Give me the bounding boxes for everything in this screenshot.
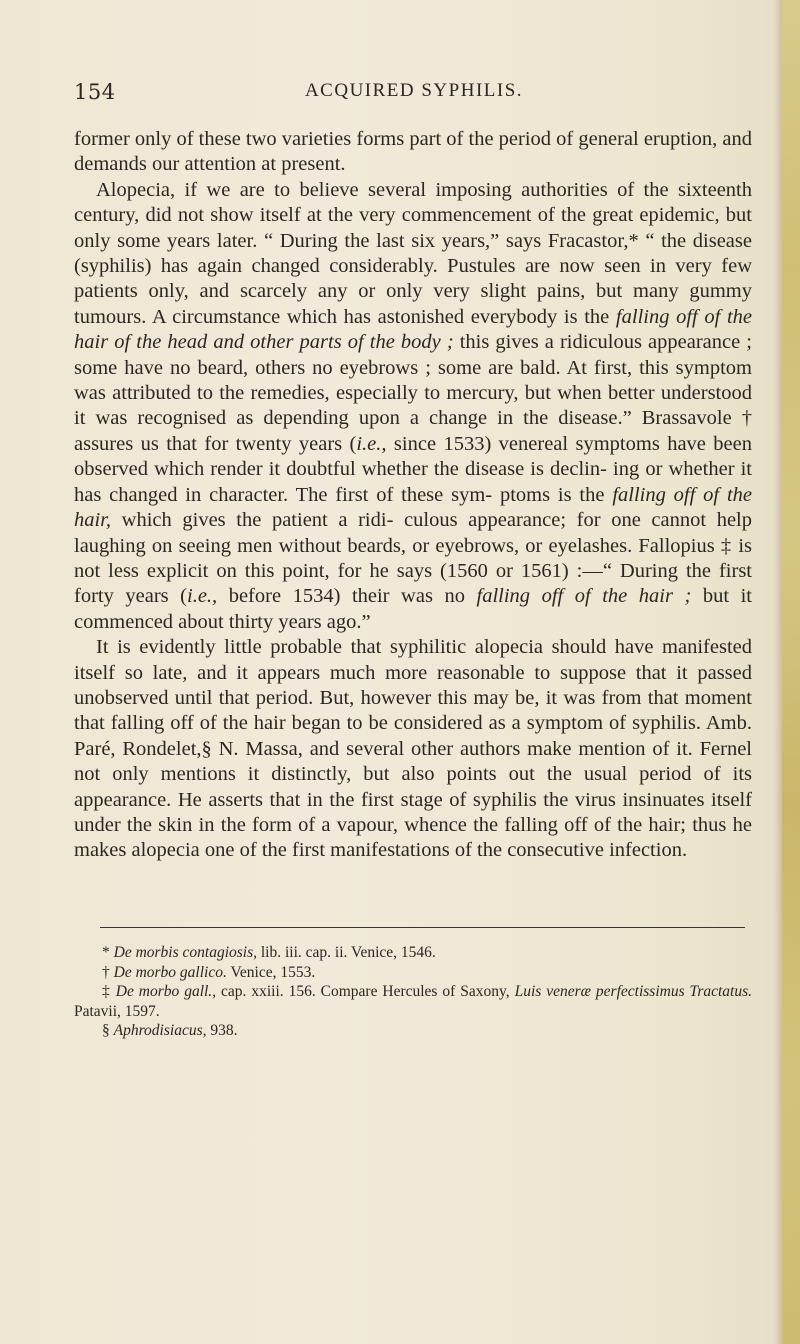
paragraph xyxy=(74,635,752,864)
footnote xyxy=(74,982,752,1021)
italic-run: Aphrodisiacus, xyxy=(113,1022,207,1040)
footnote xyxy=(74,1021,752,1041)
text-run: cap. xxiii. 156. Compare Hercules of Saxony, xyxy=(216,983,515,1001)
text-run: Patavii, 1597. xyxy=(74,1002,160,1020)
text-run: but it commenced about thirty years ago.” xyxy=(74,585,752,633)
text-run: Venice, 1553. xyxy=(226,963,316,981)
text-run: It is evidently little probable that syphilitic alopecia should have manifested itself so late, and it appears much more reasonable to suppose that it passed unobserved until that period. But, however this may be, it was from that moment that falling off of the hair began to be considered as a symptom of syphilis. Amb. Paré, Rondelet,§ N. Massa, and several other authors make mention of it. Fernel not only mentions it distinctly, but also points out the usual period of its appearance. He asserts that in the first stage of syphilis the virus insinuates itself under the skin in the form of a vapour, whence the falling off of the hair; thus he makes alopecia one of the first manifestations of the consecutive infection. xyxy=(74,636,752,862)
footnote xyxy=(74,963,752,983)
italic-run: De morbo gall., xyxy=(115,983,217,1001)
paragraph xyxy=(74,178,752,635)
page-number: 154 xyxy=(74,80,116,104)
italic-run: De morbo gallico. xyxy=(113,963,227,981)
italic-run: falling off of the hair, xyxy=(74,483,752,532)
footnote-mark: * xyxy=(102,944,114,961)
footnote-mark: § xyxy=(102,1022,114,1040)
text-run: Alopecia, if we are to believe several imposing authorities of the sixteenth century, did not show itself at the very commencement of the great epidemic, but only some years later. “ During the last six years,” says Fracastor,* “ the disease (syphilis) has again changed considerably. Pustules are now seen in very few patients only, and scarcely any or only very slight pains, but many gummy tumours. A circumstance which has astonished everybody is the xyxy=(74,178,752,328)
footnotes xyxy=(74,943,752,1041)
italic-run: De morbis contagiosis, xyxy=(113,944,257,961)
text-run: which gives the patient a ridi- culous appearance; for one cannot help laughing on seeing men without beards, or eyebrows, or eyelashes. Fallopius ‡ is not less explicit on this point, for he says (1560 or 1561) :—“ During the first forty years ( xyxy=(74,509,752,608)
body-text xyxy=(74,127,752,864)
text-run: this gives a ridiculous appearance ; some have no beard, others no eyebrows ; some are bald. At first, this symptom was attributed to the remedies, especially to mercury, but when better understood it was recognised as depending upon a change in the disease.” Brassavole † assures us that for twenty years ( xyxy=(74,331,752,455)
footnote-mark: † xyxy=(102,963,114,981)
italic-run: falling off of the hair ; xyxy=(476,585,692,608)
text-run: since 1533) venereal symptoms have been observed which render it doubtful whether the disease is declin- ing or whether it has changed in character. The first of these sym- ptoms is the xyxy=(74,432,752,506)
footnote-rule xyxy=(100,927,745,928)
italic-run: i.e., xyxy=(187,585,218,608)
text-run: lib. iii. cap. ii. Venice, 1546. xyxy=(257,944,436,961)
text-run: 938. xyxy=(206,1022,238,1040)
text-run: former only of these two varieties forms part of the period of general eruption, and demands our attention at present. xyxy=(74,128,752,176)
italic-run: Luis veneræ perfectissimus Tractatus. xyxy=(514,983,753,1001)
text-run: before 1534) their was no xyxy=(217,585,477,608)
running-head: ACQUIRED SYPHILIS. xyxy=(304,80,524,101)
footnote-mark: ‡ xyxy=(102,983,116,1001)
italic-run: i.e., xyxy=(356,432,387,455)
page-header xyxy=(74,80,754,110)
paragraph xyxy=(74,127,752,178)
footnote xyxy=(74,943,752,963)
page-edge-shadow xyxy=(774,0,782,1344)
page-edge xyxy=(782,0,800,1344)
italic-run: falling off of the hair of the head and other parts of the body ; xyxy=(74,305,752,354)
